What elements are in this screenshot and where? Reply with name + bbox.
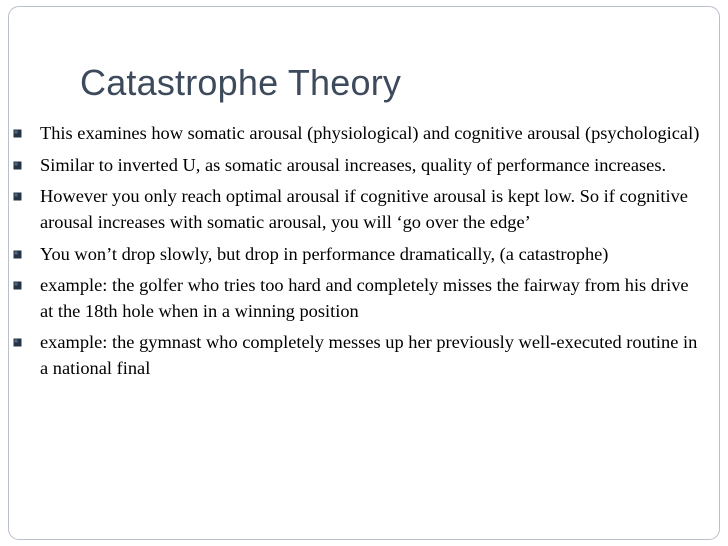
bullet-item xyxy=(13,273,703,324)
bullet-marker-icon xyxy=(13,281,22,290)
bullet-text: This examines how somatic arousal (physiological) and cognitive arousal (psychological) xyxy=(40,123,700,143)
bullet-text: example: the gymnast who completely messes up her previously well-executed routine in a national final xyxy=(40,332,698,378)
bullet-item xyxy=(13,153,703,179)
bullet-item xyxy=(13,121,703,147)
bullet-marker-icon xyxy=(13,338,22,347)
bullet-text: Similar to inverted U, as somatic arousal increases, quality of performance increases. xyxy=(40,154,667,175)
bullet-text: However you only reach optimal arousal if cognitive arousal is kept low. So if cognitive arousal increases with somatic arousal, you will ‘go over the edge’ xyxy=(40,186,688,232)
bullet-text: You won’t drop slowly, but drop in performance dramatically, (a catastrophe) xyxy=(40,243,609,264)
bullet-marker-icon xyxy=(13,192,22,201)
bullet-text: example: the golfer who tries too hard and completely misses the fairway from his drive at the 18th hole when in a winning position xyxy=(40,275,689,321)
bullet-item xyxy=(13,242,703,268)
bullet-marker-icon xyxy=(13,129,22,138)
bullet-marker-icon xyxy=(13,161,22,170)
bullet-marker-icon xyxy=(13,250,22,259)
bullet-item xyxy=(13,330,703,381)
bullet-item xyxy=(13,184,703,235)
slide-title: Catastrophe Theory xyxy=(80,62,402,103)
bullet-list xyxy=(13,121,703,388)
